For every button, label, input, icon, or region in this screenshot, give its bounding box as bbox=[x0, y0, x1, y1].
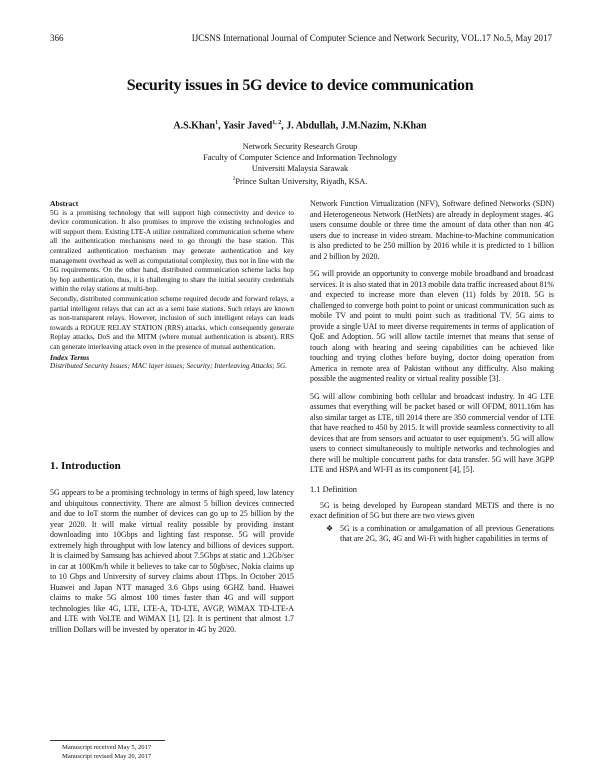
affiliation-second bbox=[40, 176, 560, 186]
intro-column bbox=[50, 488, 294, 635]
author-name: J.M.Nazim bbox=[340, 120, 388, 132]
affiliation-second-text: Prince Sultan University, Riyadh, KSA. bbox=[235, 176, 368, 186]
subsection-heading-definition: 1.1 Definition bbox=[310, 484, 357, 494]
affiliation-mark: 2 bbox=[232, 176, 236, 182]
affiliation-group: Network Security Research Group bbox=[242, 142, 358, 151]
author-name: J. Abdullah bbox=[286, 120, 336, 132]
footnote-revised: Manuscript revised May 20, 2017 bbox=[62, 753, 152, 760]
right-column bbox=[310, 199, 554, 545]
author-affiliation-mark: 1, 2 bbox=[272, 120, 282, 126]
index-terms: Distributed Security Issues; MAC layer issues; Security; Interleaving Attacks; 5G. bbox=[50, 362, 288, 371]
left-column bbox=[50, 199, 294, 372]
paper-title: Security issues in 5G device to device communication bbox=[126, 77, 474, 94]
author-affiliation-mark: 1 bbox=[215, 120, 219, 126]
journal-header: IJCSNS International Journal of Computer Science and Network Security, VOL.17 No.5, May 2017 bbox=[191, 33, 552, 43]
section-heading-introduction: 1. Introduction bbox=[50, 460, 121, 472]
bullet-item bbox=[310, 524, 554, 545]
author-name: Yasir Javed bbox=[222, 120, 273, 132]
abstract-heading: Abstract bbox=[50, 199, 79, 208]
affiliation-faculty: Faculty of Computer Science and Information Technology bbox=[203, 153, 397, 162]
footnote-divider bbox=[50, 740, 165, 741]
footnote-received: Manuscript received May 5, 2017 bbox=[62, 744, 152, 751]
author-name: N.Khan bbox=[392, 120, 427, 132]
author-list: A.S.Khan$^1$, Yasir Javed$^{1, 2}$, J. Abdullah, J.M.Nazim, N.Khan bbox=[173, 120, 427, 132]
author-name: A.S.Khan bbox=[173, 120, 216, 132]
intro-paragraph: 5G appears to be a promising technology in terms of high speed, low latency and ubiquitous connectivity. There are almost 5 billion devices connected and due to IoT storm the number of devices can go up to 25 billion by the year 2020. It will make virtual reality possible by providing instant downloading into 10Gbps and lighting fast response. 5G will provide extremely high throughput with low latency and billions of devices support. It is claimed by Samsung has achieved about 7.5Gbps at static and 1.2Gb/sec in car at 100Km/h while it believes to take car to 50gb/sec, Nokia claims up to 10 Gbps and University of survey claims about 1Tbps. In October 2015 Huawei and Japan NTT managed 3.6 Gbps using 6GHZ band. Huawei claims to make 5G almost 100 times faster than 4G and will support technologies like 4G, LTE, LTE-A, TD-LTE, AVGP, WiMAX TD-LTE-A and LTE with VoLTE and WiMAX [1], [2]. It is pertinent that almost 1.7 trillion Dollars will be invested by operator in 4G by 2020. bbox=[50, 488, 294, 634]
bullet-text: 5G is a combination or amalgamation of all previous Generations that are 2G, 3G, 4G and Wi-Fi with higher capabilities in terms of bbox=[340, 523, 554, 543]
index-terms-heading: Index Terms bbox=[50, 352, 90, 362]
body-paragraph: 5G is being developed by European standard METIS and there is no exact definition of 5G but there are two views given bbox=[310, 500, 554, 520]
abstract-paragraph: 5G is a promising technology that will support high connectivity and device to device communication. It also promises to improve the existing technologies and will support them. Existing LTE-A utilize centralized communication scheme where all the authentication mechanisms need to go through the base station. This centralized authentication mechanism may generate authentication and key management overhead as well as computational complexity, thus not in line with the 5G requirements. On the other hand, distributed communication scheme lacks hop by hop authentication, thus, it is challenging to share the initial security credentials within the relay stations at multi-hop. bbox=[50, 208, 294, 294]
affiliation-university: Universiti Malaysia Sarawak bbox=[251, 164, 349, 173]
diamond-bullet-icon: ❖ bbox=[326, 523, 334, 533]
body-paragraph: 5G will provide an opportunity to converge mobile broadband and broadcast services. It is also stated that in 2013 mobile data traffic increased about 81% and expected to increase more than eleven (11) folds by 2018. 5G is challenged to converge both point to point or unicast communication such as mobile TV and point to multi point such as traditional TV. 5G aims to provide a single UAI to meet diverse requirements in terms of application of QoE and Adoption. 5G will allow tactile internet that means that sense of touch along with hearing and seeing capabilities can be achieved like touching and trying clothes before buying, doctor doing operation from America in remote area of Pakistan without any difficulty. Also making possible the augmented reality or virtual reality possible [3]. bbox=[310, 269, 554, 383]
body-paragraph: Network Function Virtualization (NFV), Software defined Networks (SDN) and Heterogeneous Network (HetNets) are already in deployment stages. 4G users consume double or three time the amount of data other than non 4G users due to increase in video stream. Machine-to-Machine communication is also predicted to be 250 million by 2016 while it is predicted to 1 billion and 2 billion by 2020. bbox=[310, 199, 554, 261]
body-paragraph: 5G will allow combining both cellular and broadcast industry. In 4G LTE assumes that everything will be packet based or will OFDM, 8011.16m has also similar target as LTE, till 2014 there are 350 commercial vendor of LTE that have reached to 450 by 2015. It will provide seamless connectivity to all devices that are from sensors and actuator to user equipment's. 5G will allow users to connect simultaneously to multiple networks and technologies and there will be multiple concurrent paths for data transfer. 5G will have 3GPP LTE and HSPA and WI-FI as its component [4], [5]. bbox=[310, 391, 554, 474]
abstract-paragraph: Secondly, distributed communication scheme required decode and forward relays, a partial intelligent relays that can act as a semi base stations. Such relays are known as non-transparent relays. However, inclusion of such intelligent relays can leads towards a ROGUE RELAY STATION (RRS) attacks, which consequently generate Replay attacks, DoS and the MITM (where mutual authentication is absent). RRS can generate interleaving attack even in the presence of mutual authentication. bbox=[50, 294, 294, 351]
page-number: 366 bbox=[50, 33, 64, 43]
